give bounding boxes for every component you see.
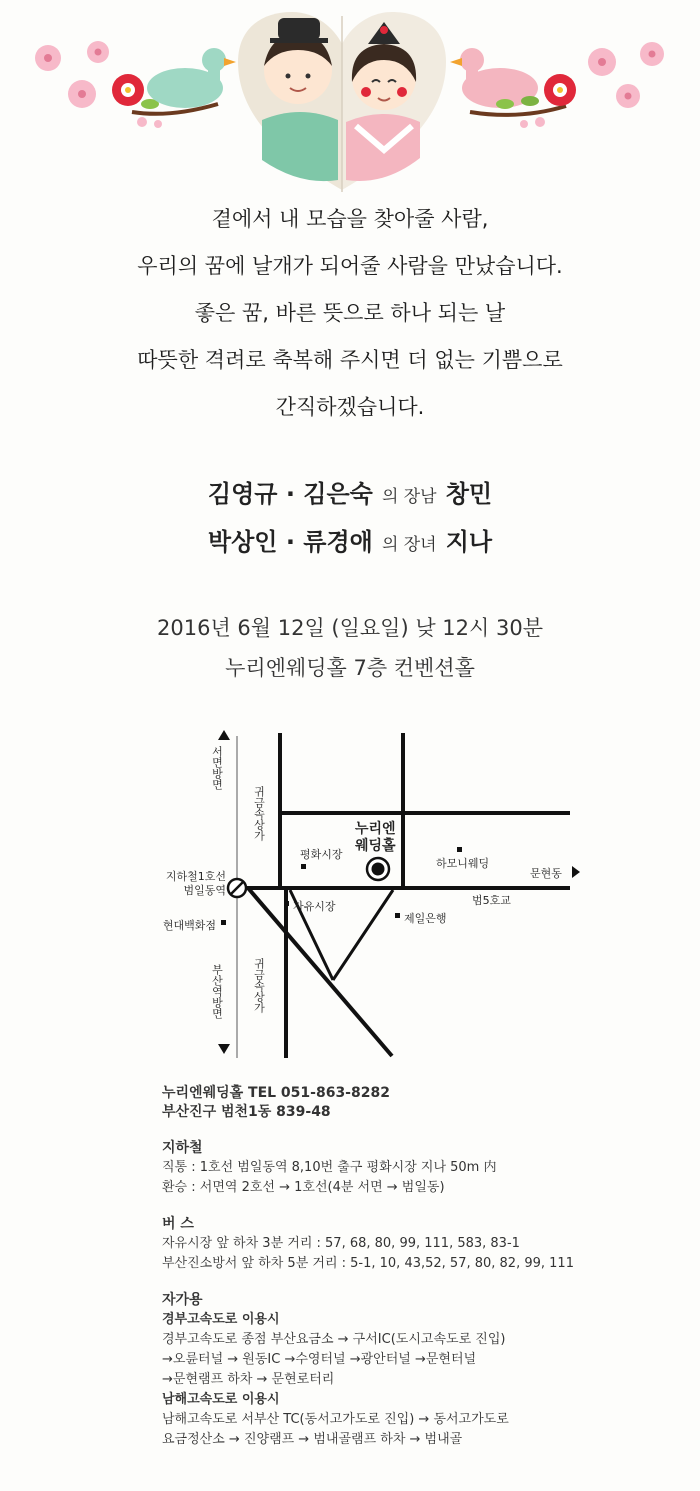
venue-marker-icon bbox=[367, 858, 389, 880]
subway-line: 직통 : 1호선 범일동역 8,10번 출구 평화시장 지나 50m 内 bbox=[162, 1160, 497, 1175]
families bbox=[0, 470, 700, 566]
subway-station-label: 범일동역 bbox=[183, 884, 226, 897]
couple-heart-icon bbox=[238, 12, 446, 192]
subway-line: 환승 : 서면역 2호선 → 1호선(4분 서면 → 범일동) bbox=[162, 1180, 445, 1195]
bride-name: 지나 bbox=[445, 528, 493, 556]
gyeongbu-title: 경부고속도로 이용시 bbox=[162, 1312, 280, 1327]
groom-parents: 김영규 · 김은숙 bbox=[207, 480, 373, 508]
venue-label-2: 웨딩홀 bbox=[355, 838, 396, 854]
poem-line: 우리의 꿈에 날개가 되어줄 사람을 만났습니다. bbox=[137, 254, 563, 278]
invitation-message bbox=[0, 196, 700, 431]
pyeonghwa-marker-icon bbox=[301, 864, 306, 869]
seomyeon-direction-label: 서면방면 bbox=[210, 746, 224, 790]
namhae-line: 요금정산소 → 진양램프 → 범내골램프 하차 → 범내골 bbox=[162, 1432, 463, 1447]
plum-flower-icon bbox=[112, 74, 144, 106]
munhyeon-label: 문현동 bbox=[530, 867, 562, 880]
location-map bbox=[150, 718, 590, 1078]
road-triangle-right bbox=[333, 890, 393, 980]
harmony-label: 하모니웨딩 bbox=[436, 857, 490, 870]
arcade-label-bottom: 귀금속상가 bbox=[252, 958, 266, 1013]
subway-station-icon bbox=[228, 879, 246, 897]
poem-line: 곁에서 내 모습을 찾아줄 사람, bbox=[211, 207, 489, 231]
plum-flower-right-icon bbox=[544, 74, 576, 106]
gyeongbu-line: 경부고속도로 종점 부산요금소 → 구서IC(도시고속도로 진입) bbox=[162, 1332, 506, 1347]
groom-relation: 의 장남 bbox=[381, 487, 437, 507]
namhae-title: 남해고속도로 이용시 bbox=[162, 1392, 280, 1407]
cherry-blossom-icon bbox=[35, 41, 109, 108]
bride-relation: 의 장녀 bbox=[381, 535, 437, 555]
jeil-label: 제일은행 bbox=[404, 912, 447, 925]
road-diagonal-long bbox=[248, 888, 392, 1056]
header-illustration bbox=[0, 0, 700, 200]
poem-line: 따뜻한 격려로 축복해 주시면 더 없는 기쁨으로 bbox=[137, 348, 563, 372]
event-venue: 누리엔웨딩홀 7층 컨벤션홀 bbox=[225, 656, 475, 680]
jeil-marker-icon bbox=[395, 913, 400, 918]
poem-line: 좋은 꿈, 바른 뜻으로 하나 되는 날 bbox=[194, 301, 506, 325]
bus-line: 자유시장 앞 하차 3분 거리 : 57, 68, 80, 99, 111, 583, 83-1 bbox=[162, 1236, 520, 1251]
gyeongbu-line: →오륜터널 → 원동IC →수영터널 →광안터널 →문현터널 bbox=[162, 1352, 477, 1367]
pyeonghwa-label: 평화시장 bbox=[300, 848, 343, 861]
directions-info bbox=[162, 1084, 682, 1450]
venue-phone: 누리엔웨딩홀 TEL 051-863-8282 bbox=[162, 1085, 390, 1101]
event-datetime: 2016년 6월 12일 (일요일) 낮 12시 30분 bbox=[157, 616, 543, 640]
bus-line: 부산진소방서 앞 하차 5분 거리 : 5-1, 10, 43,52, 57, 80, 82, 99, 111 bbox=[162, 1256, 574, 1271]
groom-name: 창민 bbox=[445, 480, 493, 508]
gyeongbu-line: →문현램프 하차 → 문현로터리 bbox=[162, 1372, 335, 1387]
mandarin-duck-left-icon bbox=[147, 48, 236, 108]
arcade-label-top: 귀금속상가 bbox=[252, 786, 266, 841]
venue-address: 부산진구 범천1동 839-48 bbox=[162, 1104, 331, 1120]
bus-section-title: 버 스 bbox=[162, 1216, 194, 1232]
venue-label-1: 누리엔 bbox=[355, 821, 396, 837]
subway-section-title: 지하철 bbox=[162, 1140, 203, 1156]
groom-family bbox=[0, 470, 700, 518]
busanstation-direction-label: 부산역방면 bbox=[210, 964, 224, 1019]
bride-family bbox=[0, 518, 700, 566]
event-details bbox=[0, 608, 700, 688]
cherry-blossom-right-icon bbox=[588, 42, 664, 108]
subway-line-label: 지하철1호선 bbox=[165, 870, 226, 883]
poem-line: 간직하겠습니다. bbox=[275, 395, 425, 419]
jayu-marker-icon bbox=[284, 901, 289, 906]
bride-parents: 박상인 · 류경애 bbox=[207, 528, 373, 556]
arrow-up-icon bbox=[218, 730, 230, 740]
hyundai-marker-icon bbox=[221, 920, 226, 925]
namhae-line: 남해고속도로 서부산 TC(동서고가도로 진입) → 동서고가도로 bbox=[162, 1412, 509, 1427]
arrow-down-icon bbox=[218, 1044, 230, 1054]
harmony-marker-icon bbox=[457, 847, 462, 852]
hyundai-label: 현대백화점 bbox=[162, 919, 216, 932]
jayu-label: 자유시장 bbox=[293, 900, 336, 913]
beom5-label: 범5호교 bbox=[472, 894, 511, 907]
car-section-title: 자가용 bbox=[162, 1292, 203, 1308]
arrow-right-icon bbox=[572, 866, 580, 878]
